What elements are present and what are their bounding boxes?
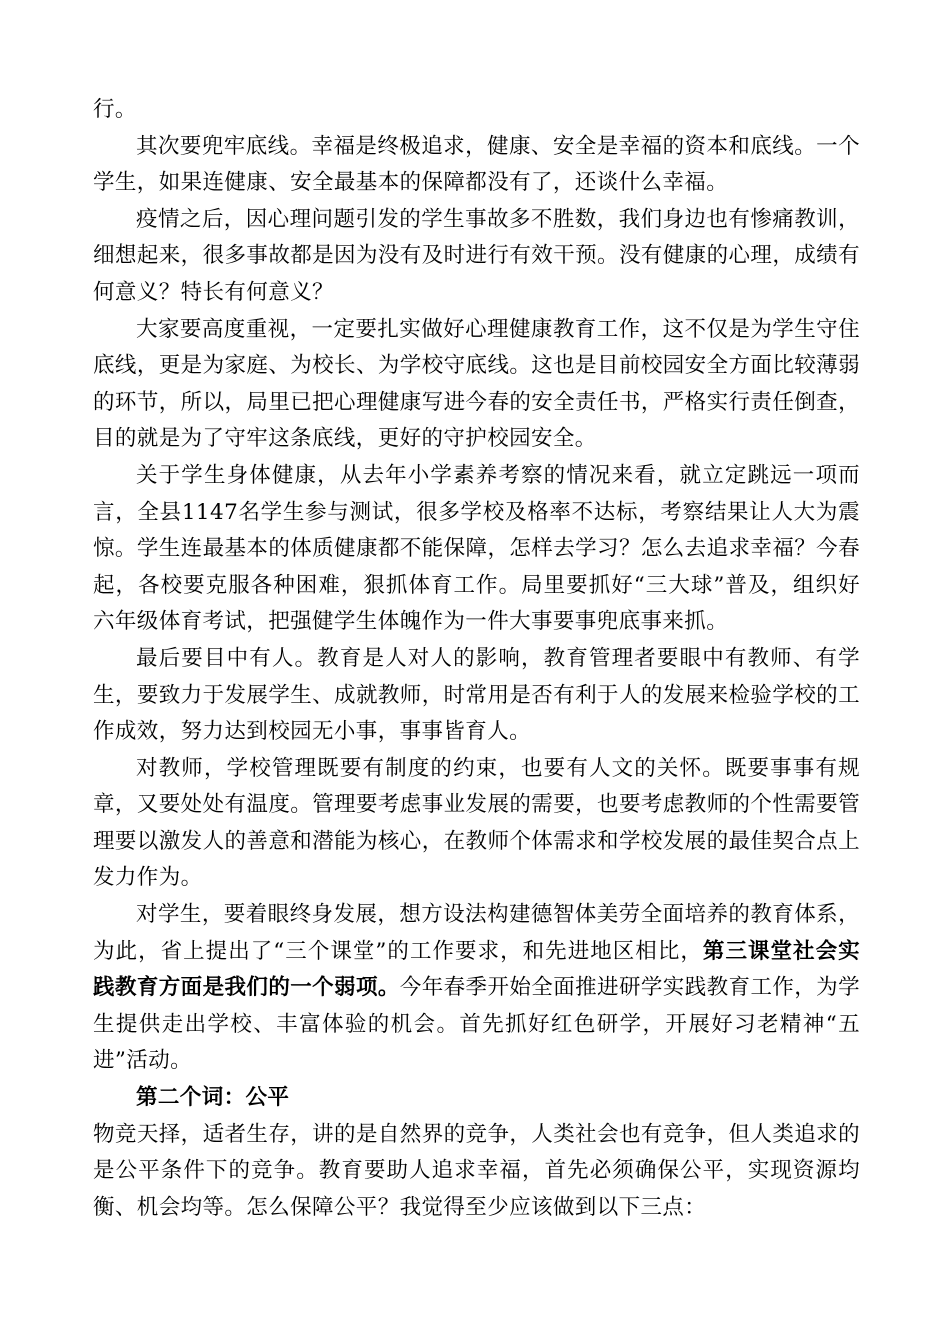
paragraph-students — [93, 897, 860, 1080]
paragraph-fairness: 物竞天择，适者生存，讲的是自然界的竞争，人类社会也有竞争，但人类追求的是公平条件下的竞争。教育要助人追求幸福，首先必须确保公平，实现资源均衡、机会均等。怎么保障公平？我觉得至少应该做到以下三点： — [93, 1121, 860, 1220]
students-text-bold: 第三课堂社会实践教育方面是我们的一个弱项。 — [93, 938, 861, 1001]
section-heading-fairness: 第二个词：公平 — [136, 1085, 290, 1111]
students-text-b: 今年春季开始全面推进研学实践教育工作，为学生提供走出学校、丰富体验的机会。首先抓好红色研学，开展好习老精神“五进”活动。 — [93, 975, 860, 1074]
paragraph-people-oriented: 最后要目中有人。教育是人对人的影响，教育管理者要眼中有教师、有学生，要致力于发展学生、成就教师，时常用是否有利于人的发展来检验学校的工作成效，努力达到校园无小事，事事皆育人。 — [93, 645, 860, 745]
paragraph-teachers: 对教师，学校管理既要有制度的约束，也要有人文的关怀。既要事事有规章，又要处处有温度。管理要考虑事业发展的需要，也要考虑教师的个性需要管理要以激发人的善意和潜能为核心，在教师个体需求和学校发展的最佳契合点上发力作为。 — [93, 755, 860, 891]
paragraph-mental-health-incidents: 疫情之后，因心理问题引发的学生事故多不胜数，我们身边也有惨痛教训，细想起来，很多事故都是因为没有及时进行有效干预。没有健康的心理，成绩有何意义？特长有何意义？ — [93, 206, 860, 305]
students-text-a: 对学生，要着眼终身发展，想方设法构建德智体美劳全面培养的教育体系，为此，省上提出了“三个课堂”的工作要求，和先进地区相比， — [93, 902, 860, 964]
paragraph-mental-health-education: 大家要高度重视，一定要扎实做好心理健康教育工作，这不仅是为学生守住底线，更是为家庭、为校长、为学校守底线。这也是目前校园安全方面比较薄弱的环节，所以，局里已把心理健康写进今春的安全责任书，严格实行责任倒查，目的就是为了守牢这条底线，更好的守护校园安全。 — [93, 316, 860, 452]
paragraph-bottom-line: 其次要兜牢底线。幸福是终极追求，健康、安全是幸福的资本和底线。一个学生，如果连健康、安全最基本的保障都没有了，还谈什么幸福。 — [93, 133, 860, 196]
paragraph-continuation: 行。 — [93, 97, 137, 122]
paragraph-physical-health: 关于学生身体健康，从去年小学素养考察的情况来看，就立定跳远一项而言，全县1147名学生参与测试，很多学校及格率不达标，考察结果让人大为震惊。学生连最基本的体质健康都不能保障，怎样去学习？怎么去追求幸福？今春起，各校要克服各种困难，狠抓体育工作。局里要抓好“三大球”普及，组织好六年级体育考试，把强健学生体魄作为一件大事要事兜底事来抓。 — [93, 462, 860, 635]
